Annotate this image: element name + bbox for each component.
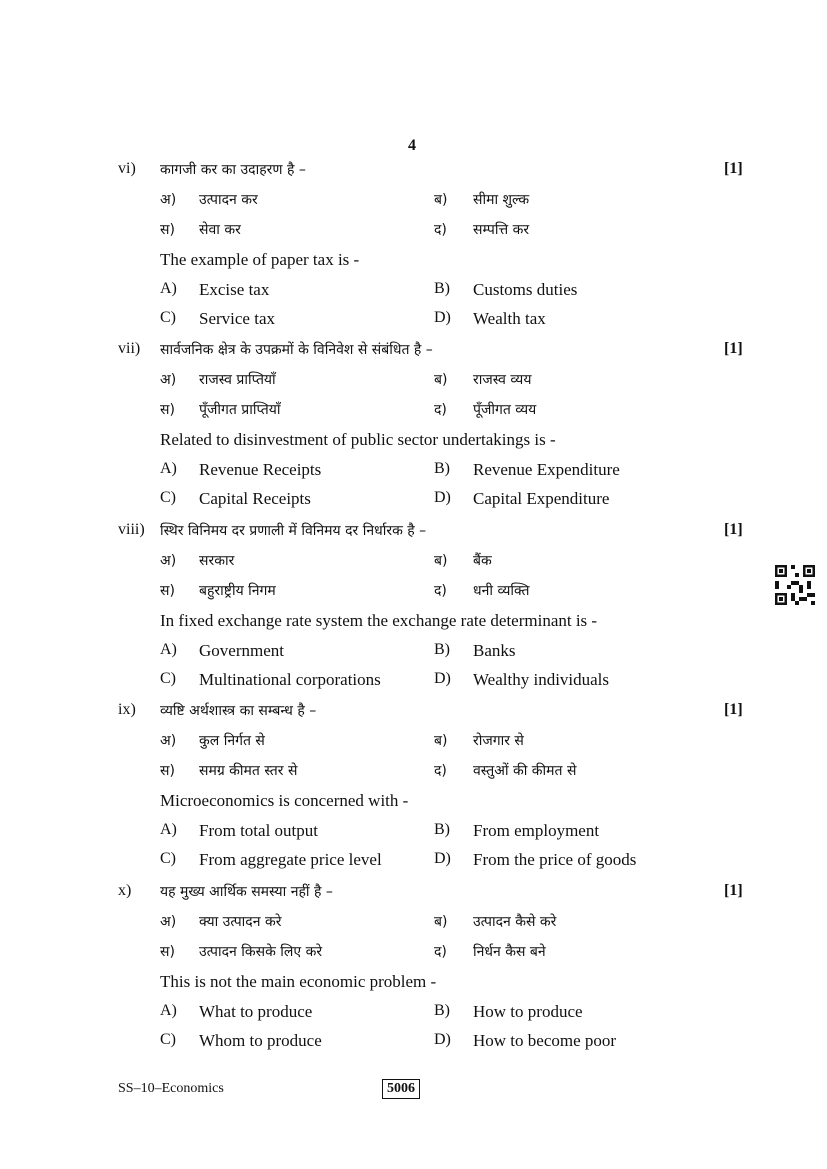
option-text-hindi: उत्पादन किसके लिए करे — [199, 944, 323, 960]
option-label-english: D) — [434, 1031, 451, 1048]
option-text-english: How to become poor — [473, 1031, 617, 1050]
option-label-hindi: ब) — [434, 914, 448, 930]
option-text-english: What to produce — [199, 1002, 313, 1021]
option-text-hindi: बैंक — [473, 553, 492, 569]
option-label-hindi: अ) — [160, 372, 177, 388]
question-text-english: In fixed exchange rate system the exchange rate determinant is - — [160, 611, 598, 630]
option-text-english: From total output — [199, 821, 318, 840]
option-label-english: C) — [160, 670, 176, 687]
option-label-hindi: द) — [434, 402, 447, 418]
option-label-hindi: द) — [434, 583, 447, 599]
option-text-hindi: उत्पादन कैसे करे — [473, 914, 557, 930]
option-label-hindi: स) — [160, 944, 175, 960]
marks-badge: [1] — [724, 882, 743, 899]
option-text-hindi: राजस्व प्राप्तियाँ — [199, 372, 276, 388]
option-text-hindi: सम्पत्ति कर — [473, 222, 530, 238]
option-label-english: A) — [160, 280, 177, 297]
question-text-hindi: यह मुख्य आर्थिक समस्या नहीं है – — [160, 884, 333, 900]
marks-badge: [1] — [724, 160, 743, 177]
option-label-english: B) — [434, 641, 450, 658]
option-label-english: B) — [434, 821, 450, 838]
option-text-english: From employment — [473, 821, 600, 840]
option-label-english: C) — [160, 309, 176, 326]
option-label-hindi: द) — [434, 763, 447, 779]
option-label-english: D) — [434, 850, 451, 867]
option-label-hindi: अ) — [160, 733, 177, 749]
marks-badge: [1] — [724, 521, 743, 538]
question-text-hindi: स्थिर विनिमय दर प्रणाली में विनिमय दर निर्धारक है – — [160, 523, 427, 539]
question-number: vii) — [118, 340, 141, 357]
option-text-hindi: सेवा कर — [199, 222, 241, 238]
option-text-english: Banks — [473, 641, 516, 660]
option-label-hindi: ब) — [434, 733, 448, 749]
marks-badge: [1] — [724, 701, 743, 718]
question-text-hindi: व्यष्टि अर्थशास्त्र का सम्बन्ध है – — [160, 703, 317, 719]
option-text-hindi: धनी व्यक्ति — [473, 583, 530, 599]
option-label-hindi: द) — [434, 222, 447, 238]
option-text-hindi: उत्पादन कर — [199, 192, 258, 208]
option-text-hindi: राजस्व व्यय — [473, 372, 532, 388]
option-label-hindi: स) — [160, 402, 175, 418]
option-text-english: Whom to produce — [199, 1031, 322, 1050]
question-text-english: Related to disinvestment of public sector undertakings is - — [160, 430, 556, 449]
question-number: vi) — [118, 160, 136, 177]
option-text-english: From aggregate price level — [199, 850, 382, 869]
question-text-english: This is not the main economic problem - — [160, 972, 437, 991]
option-label-hindi: ब) — [434, 372, 448, 388]
question-number: ix) — [118, 701, 136, 718]
option-text-hindi: बहुराष्ट्रीय निगम — [199, 583, 276, 599]
option-text-english: Government — [199, 641, 284, 660]
option-text-hindi: सीमा शुल्क — [473, 192, 530, 208]
option-text-hindi: सरकार — [199, 553, 235, 569]
option-text-english: How to produce — [473, 1002, 583, 1021]
option-label-english: A) — [160, 641, 177, 658]
option-label-english: D) — [434, 309, 451, 326]
option-text-english: Customs duties — [473, 280, 578, 299]
option-label-english: D) — [434, 670, 451, 687]
option-label-hindi: स) — [160, 222, 175, 238]
option-label-english: A) — [160, 460, 177, 477]
option-text-english: Service tax — [199, 309, 275, 328]
option-text-hindi: निर्धन कैस बने — [473, 944, 546, 960]
page-number: 4 — [408, 137, 416, 154]
option-text-english: Capital Receipts — [199, 489, 311, 508]
option-label-hindi: स) — [160, 583, 175, 599]
option-text-english: Revenue Receipts — [199, 460, 322, 479]
option-label-english: A) — [160, 1002, 177, 1019]
option-text-hindi: कुल निर्गत से — [199, 733, 265, 749]
option-label-hindi: ब) — [434, 192, 448, 208]
option-text-hindi: रोजगार से — [473, 733, 524, 749]
marks-badge: [1] — [724, 340, 743, 357]
question-number: viii) — [118, 521, 145, 538]
option-label-hindi: स) — [160, 763, 175, 779]
option-label-english: B) — [434, 1002, 450, 1019]
option-text-hindi: पूँजीगत प्राप्तियाँ — [199, 402, 281, 418]
option-text-english: Multinational corporations — [199, 670, 381, 689]
option-text-english: Wealth tax — [473, 309, 546, 328]
option-label-hindi: अ) — [160, 914, 177, 930]
option-label-hindi: अ) — [160, 192, 177, 208]
option-label-english: C) — [160, 1031, 176, 1048]
option-text-english: From the price of goods — [473, 850, 637, 869]
option-label-hindi: ब) — [434, 553, 448, 569]
option-text-english: Capital Expenditure — [473, 489, 610, 508]
option-label-english: B) — [434, 280, 450, 297]
question-text-english: Microeconomics is concerned with - — [160, 791, 409, 810]
option-text-hindi: समग्र कीमत स्तर से — [199, 763, 298, 779]
option-text-hindi: वस्तुओं की कीमत से — [473, 763, 577, 779]
qr-code-icon — [775, 565, 815, 605]
option-label-english: C) — [160, 850, 176, 867]
option-text-english: Excise tax — [199, 280, 270, 299]
footer-subject: SS–10–Economics — [118, 1081, 224, 1096]
option-text-english: Revenue Expenditure — [473, 460, 620, 479]
question-number: x) — [118, 882, 132, 899]
option-label-english: B) — [434, 460, 450, 477]
option-label-english: D) — [434, 489, 451, 506]
question-text-hindi: सार्वजनिक क्षेत्र के उपक्रमों के विनिवेश से संबंधित है – — [160, 342, 433, 358]
option-label-hindi: द) — [434, 944, 447, 960]
option-text-hindi: क्या उत्पादन करे — [199, 914, 282, 930]
question-text-hindi: कागजी कर का उदाहरण है – — [160, 162, 306, 178]
option-text-english: Wealthy individuals — [473, 670, 610, 689]
option-label-english: C) — [160, 489, 176, 506]
option-label-hindi: अ) — [160, 553, 177, 569]
option-label-english: A) — [160, 821, 177, 838]
option-text-hindi: पूँजीगत व्यय — [473, 402, 537, 418]
question-text-english: The example of paper tax is - — [160, 250, 360, 269]
footer-paper-code: 5006 — [382, 1079, 420, 1099]
